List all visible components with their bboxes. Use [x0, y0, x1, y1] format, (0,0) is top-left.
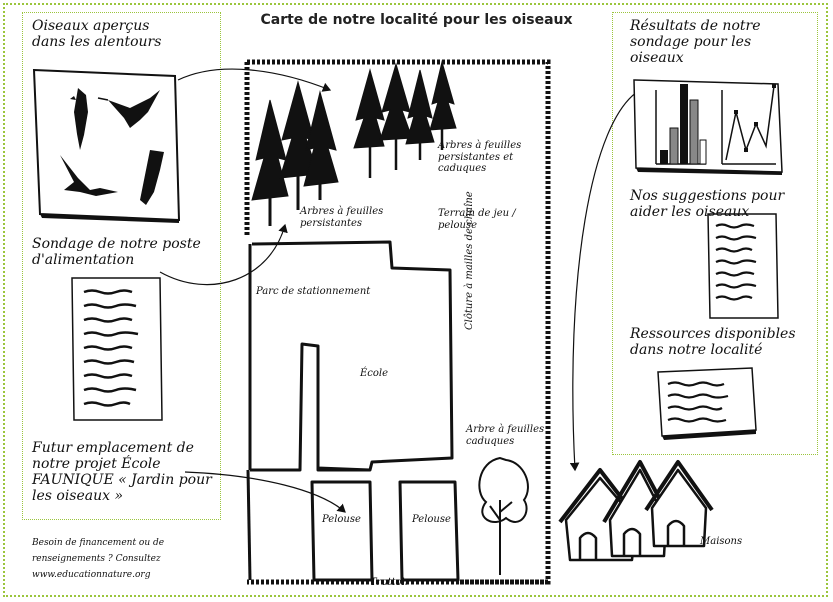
label-playground: Terrain de jeu / pelouse	[438, 208, 516, 231]
houses-drawing	[560, 462, 712, 560]
bird-sightings-picture	[34, 70, 179, 223]
future-heading: Futur emplacement de notre projet École FAUNIQUE « Jardin pour les oiseaux »	[32, 440, 212, 505]
footer-link[interactable]: www.educationnature.org	[32, 570, 151, 580]
label-deciduous-trees: Arbre à feuilles caduques	[466, 424, 545, 447]
deciduous-tree	[479, 458, 528, 575]
results-charts-sheet	[634, 80, 782, 175]
suggestions-heading: Nos suggestions pour aider les oiseaux	[630, 188, 785, 221]
page-title: Carte de notre localité pour les oiseaux	[260, 12, 573, 28]
label-parking: Parc de stationnement	[256, 286, 371, 297]
label-evergreen-trees: Arbres à feuilles persistantes	[300, 206, 384, 229]
label-sidewalk: Trottoir	[370, 577, 410, 588]
label-fence: Clôture à mailles de chaîne	[464, 191, 475, 330]
results-heading: Résultats de notre sondage pour les oiseaux	[630, 18, 761, 67]
footer-line-1: Besoin de financement ou de	[32, 538, 165, 548]
resources-sheet	[658, 368, 756, 440]
suggestions-sheet	[708, 214, 778, 318]
evergreen-tree-cluster	[252, 82, 338, 226]
label-houses: Maisons	[700, 536, 743, 547]
birds-arrow	[178, 69, 330, 90]
birds-heading: Oiseaux aperçus dans les alentours	[32, 18, 162, 51]
feeder-heading: Sondage de notre poste d'alimentation	[32, 236, 201, 269]
feeder-survey-sheet	[72, 278, 162, 420]
results-arrow	[573, 90, 640, 470]
label-lawn-right: Pelouse	[412, 514, 451, 525]
label-school: École	[360, 368, 389, 379]
label-lawn-left: Pelouse	[322, 514, 361, 525]
resources-heading: Ressources disponibles dans notre localité	[630, 326, 796, 359]
footer-line-2: renseignements ? Consultez	[32, 554, 161, 564]
label-mixed-trees: Arbres à feuilles persistantes et caduques	[438, 140, 522, 174]
